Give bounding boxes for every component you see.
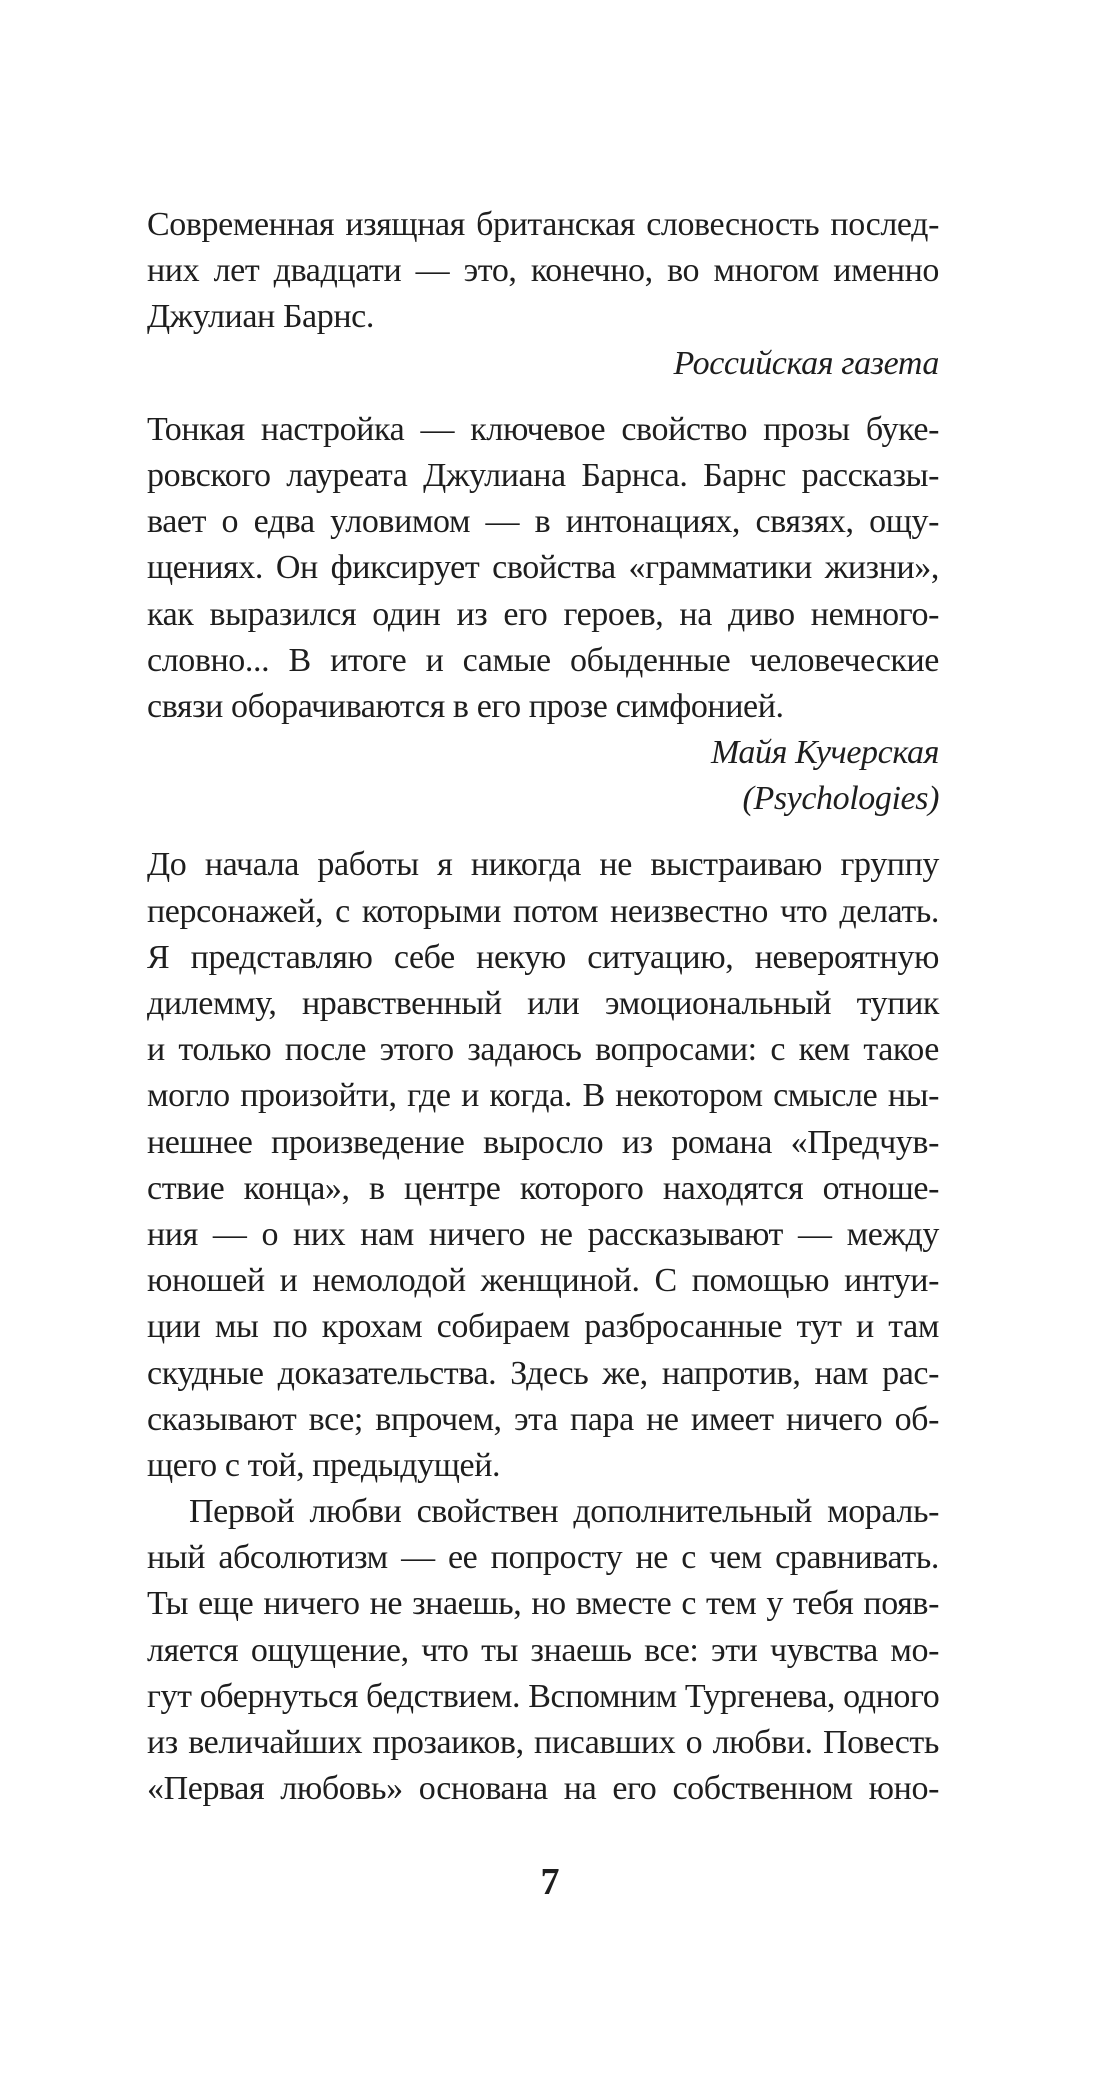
body-paragraph [147, 1489, 939, 1812]
body-line: Первой любви свойствен дополнительный мораль- [189, 1493, 939, 1531]
quote-line: щениях. Он фиксирует свойства «грамматики жизни», [147, 549, 939, 587]
body-line: ствие конца», в центре которого находятся отноше- [147, 1169, 939, 1207]
body-line: и только после этого задаюсь вопросами: с кем такое [147, 1031, 939, 1069]
body-line: скудные доказательства. Здесь же, напротив, нам рас- [147, 1354, 939, 1392]
body-line: ции мы по крохам собираем разбросанные тут и там [147, 1308, 939, 1346]
quote-line: них лет двадцати — это, конечно, во многом именно [147, 252, 939, 290]
body-line: из величайших прозаиков, писавших о любви. Повесть [147, 1724, 939, 1761]
body-line: юношей и немолодой женщиной. С помощью интуи- [147, 1262, 939, 1300]
press-quote [147, 407, 939, 823]
body-line: гут обернуться бедствием. Вспомним Тургенева, одного [147, 1677, 940, 1715]
body-line: До начала работы я никогда не выстраиваю группу [147, 846, 939, 884]
body-paragraph [147, 842, 939, 1489]
quote-line: как выразился один из его героев, на диво немного- [147, 595, 939, 633]
quote-line: ровского лауреата Джулиана Барнса. Барнс рассказы- [147, 456, 939, 494]
spacer [147, 822, 939, 842]
body-line: нешнее произведение выросло из романа «Предчув- [147, 1123, 939, 1161]
body-line: Я представляю себе некую ситуацию, невероятную [147, 938, 939, 976]
body-line: щего с той, предыдущей. [147, 1446, 501, 1484]
quote-attribution-source: (Psychologies) [742, 780, 939, 818]
quote-line: Современная изящная британская словесность послед- [147, 206, 939, 243]
body-line: сказывают все; впрочем, эта пара не имеет ничего об- [147, 1400, 939, 1438]
body-line: персонажей, с которыми потом неизвестно что делать. [147, 892, 939, 930]
body-line: «Первая любовь» основана на его собственном юно- [147, 1770, 939, 1808]
book-page [147, 202, 939, 1812]
quote-attribution: Майя Кучерская [710, 734, 939, 772]
quote-line: Джулиан Барнс. [147, 298, 374, 336]
quote-line: вает о едва уловимом — в интонациях, связях, ощу- [147, 503, 939, 541]
body-line: дилемму, нравственный или эмоциональный тупик [147, 985, 939, 1022]
body-line: Ты еще ничего не знаешь, но вместе с тем у тебя появ- [147, 1585, 939, 1623]
quote-attribution: Российская газета [673, 344, 939, 382]
press-quote [147, 202, 939, 387]
body-line: могло произойти, где и когда. В некотором смысле ны- [147, 1077, 939, 1115]
body-line: ный абсолютизм — ее попросту не с чем сравнивать. [147, 1539, 939, 1577]
body-line: ния — о них нам ничего не рассказывают — между [147, 1215, 939, 1253]
quote-line: связи оборачиваются в его прозе симфонией. [147, 687, 784, 725]
spacer [147, 387, 939, 407]
quote-line: Тонкая настройка — ключевое свойство прозы буке- [147, 410, 939, 448]
body-line: ляется ощущение, что ты знаешь все: эти чувства мо- [147, 1631, 939, 1669]
page-number: 7 [540, 1861, 560, 1903]
quote-line: словно... В итоге и самые обыденные человеческие [147, 641, 939, 679]
